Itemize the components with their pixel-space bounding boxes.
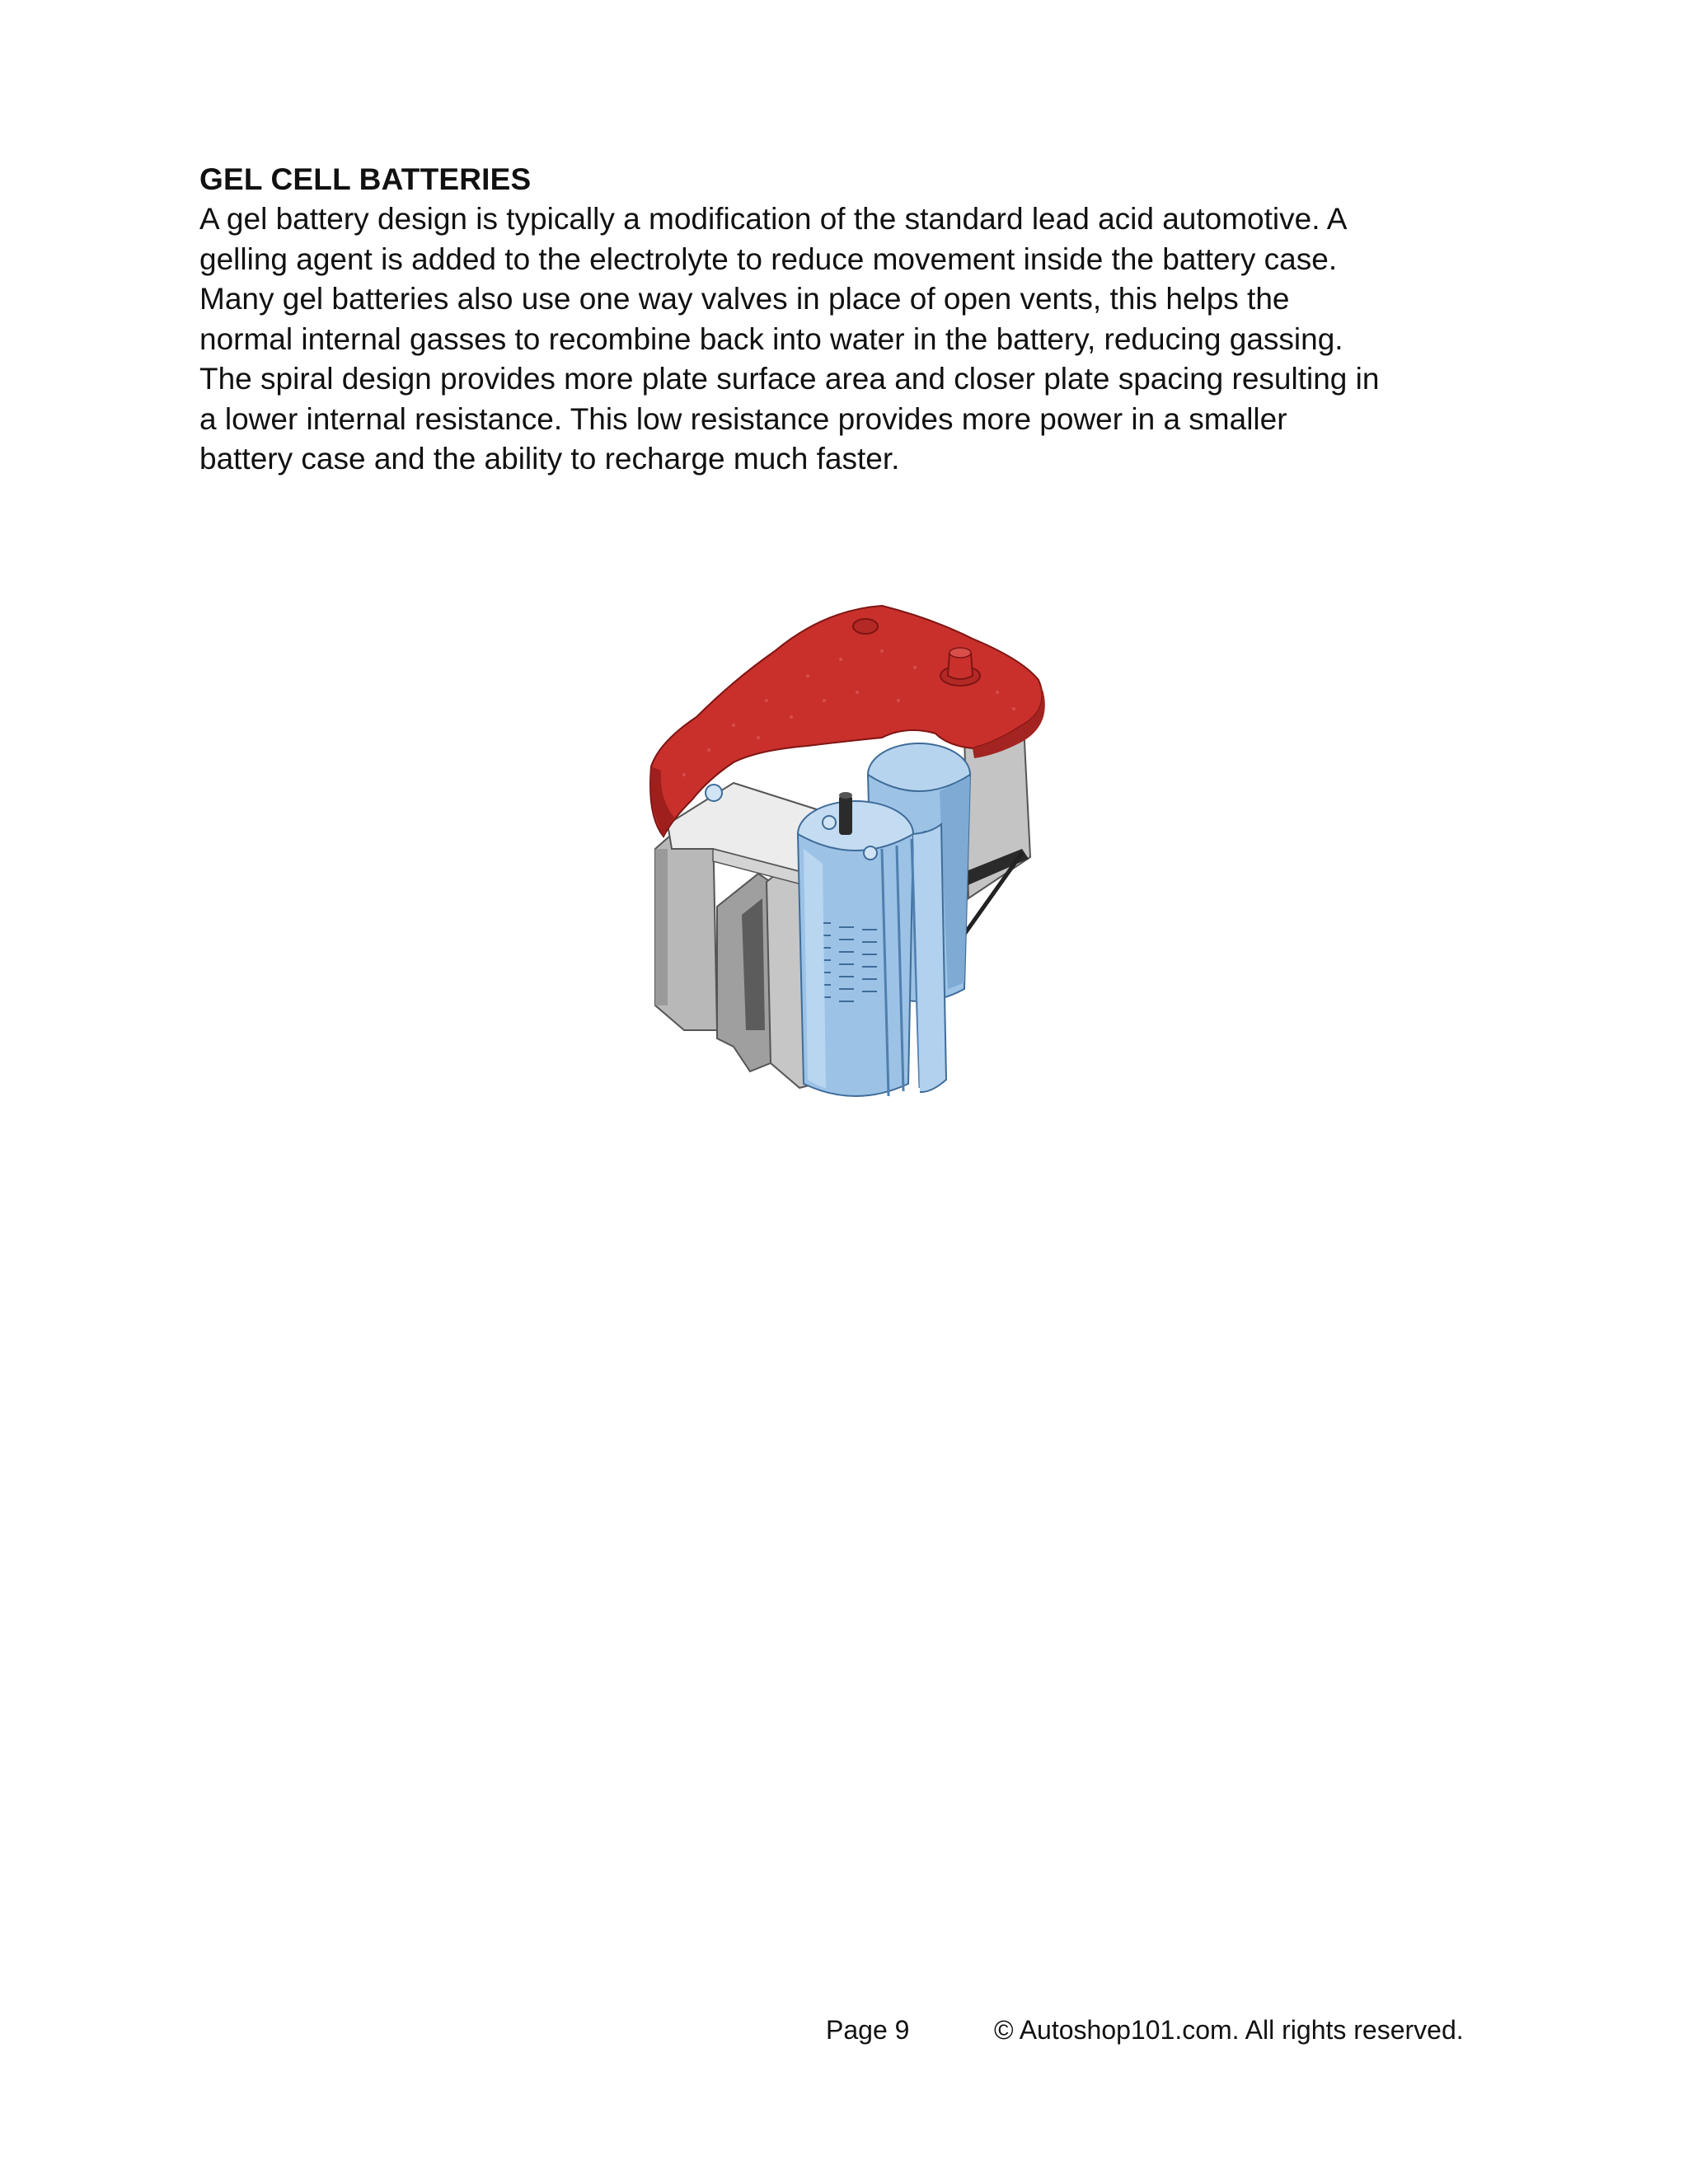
- paragraph-line: normal internal gasses to recombine back into water in the battery, reducing gassing.: [199, 321, 1343, 356]
- page-number: Page 9: [826, 2015, 910, 2045]
- terminal-post-top: [839, 792, 852, 799]
- copyright-notice: © Autoshop101.com. All rights reserved.: [994, 2015, 1464, 2045]
- vent-cap: [706, 785, 722, 801]
- vent-cap: [823, 816, 836, 829]
- lid-vent-bump: [853, 619, 878, 634]
- section-heading: GEL CELL BATTERIES: [199, 162, 532, 196]
- paragraph-line: Many gel batteries also use one way valves in place of open vents, this helps the: [199, 282, 1290, 316]
- terminal-post: [839, 795, 852, 835]
- paragraph-line: battery case and the ability to recharge much faster.: [199, 442, 900, 476]
- paragraph-line: a lower internal resistance. This low resistance provides more power in a smaller: [199, 401, 1287, 436]
- body-paragraph: [199, 199, 1535, 480]
- paragraph-line: gelling agent is added to the electrolyte to reduce movement inside the battery case.: [199, 241, 1338, 276]
- case-inner-dark: [742, 898, 765, 1030]
- battery-cutaway-figure: [635, 602, 1055, 1129]
- paragraph-line: The spiral design provides more plate surface area and closer plate spacing resulting in: [199, 362, 1380, 396]
- paragraph-line: A gel battery design is typically a modification of the standard lead acid automotive. A: [199, 202, 1348, 236]
- lid-terminal-top: [950, 648, 971, 658]
- case-left-shadow: [655, 849, 668, 1005]
- vent-cap: [864, 846, 877, 860]
- battery-cutaway-illustration: [635, 602, 1055, 1129]
